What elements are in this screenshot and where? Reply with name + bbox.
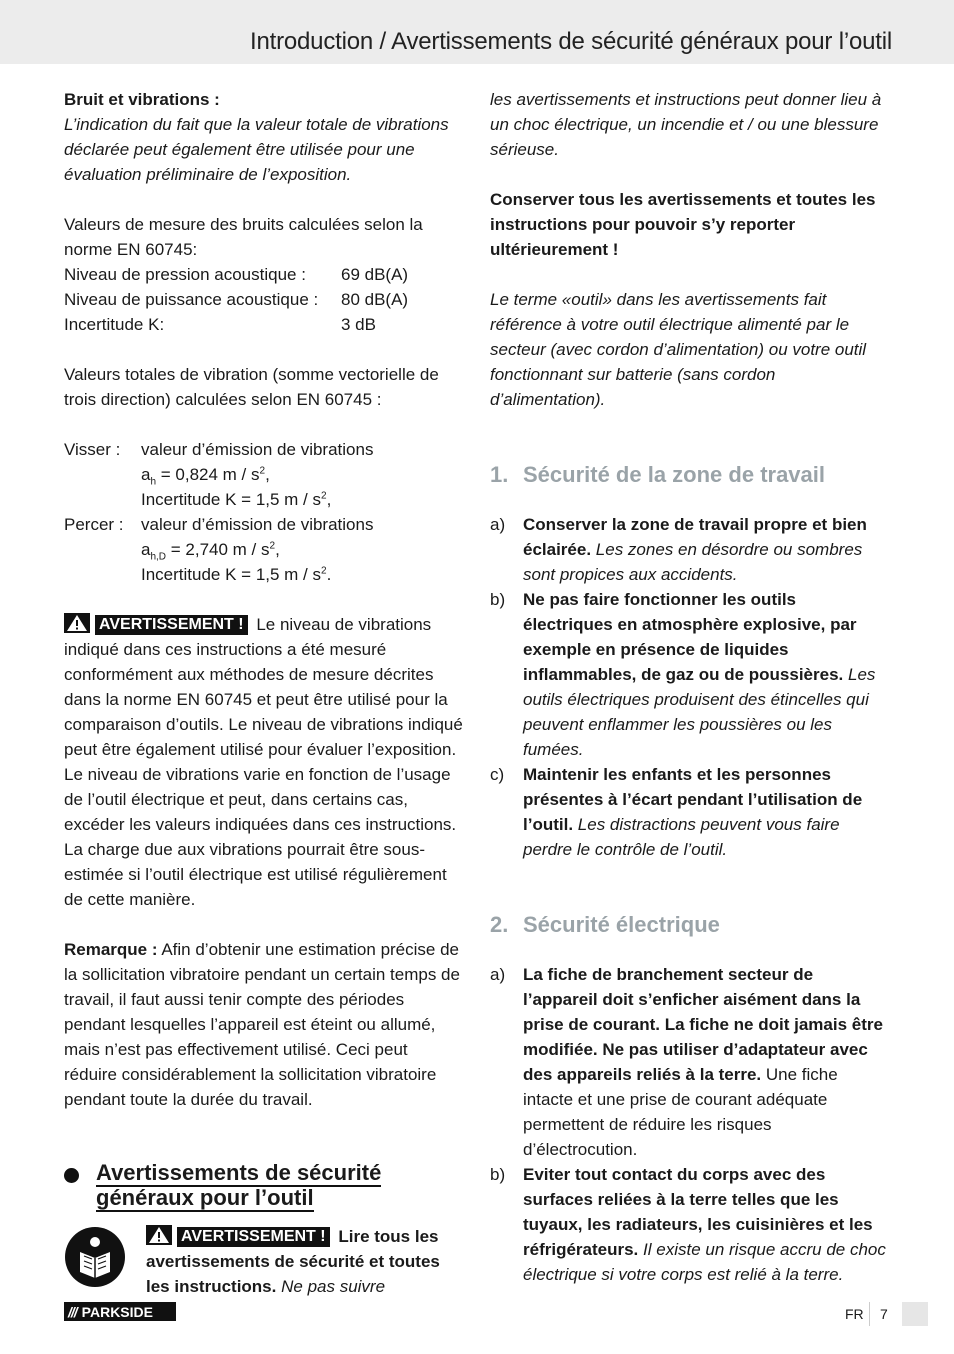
section-title-electrical: 2. Sécurité électrique bbox=[490, 912, 720, 937]
read-instructions-warning: AVERTISSEMENT ! Lire tous les avertissements de sécurité et toutes les instructions. Ne pas suivre bbox=[64, 1224, 464, 1299]
list-item: c) Maintenir les enfants et les personnes présentes à l’écart pendant l’utilisation de l’outil. Les distractions peuvent vous faire perdre le contrôle de l’outil. bbox=[490, 765, 863, 859]
list-item: b) Ne pas faire fonctionner les outils électriques en atmosphère explosive, par exemple en présence de liquides inflammables, de gaz ou de poussières. Les outils électriques produisent des étincelles qui peuvent enflammer les poussières ou les fumées. bbox=[490, 590, 876, 759]
list-item: a) La fiche de branchement secteur de l’appareil doit s’enficher aisément dans la prise de courant. La fiche ne doit jamais être modifiée. Ne pas utiliser d’adaptateur avec des appareils reliés à la terre. Une fiche intacte et une prise de courant adéquate permettent de réduire les risques d’électrocution. bbox=[490, 965, 883, 1159]
language-code: FR bbox=[845, 1306, 864, 1322]
keep-instructions: Conserver tous les avertissements et toutes les instructions pour pouvoir s’y reporter ultérieurement ! bbox=[490, 190, 876, 259]
vibration-intro: Valeurs totales de vibration (somme vectorielle de trois direction) calculées selon EN 60745 : bbox=[64, 365, 439, 409]
footer-tab bbox=[902, 1302, 928, 1326]
warning-tag: AVERTISSEMENT ! bbox=[177, 1227, 330, 1247]
term-definition: Le terme «outil» dans les avertissements fait référence à votre outil électrique alimenté par le secteur (avec cordon d’alimentation) ou votre outil fonctionnant sur batterie (sans cordon d’alimentation). bbox=[490, 290, 867, 409]
list-item: b) Eviter tout contact du corps avec des surfaces reliées à la terre telles que les tuyaux, les radiateurs, les cuisinières et les réfrigérateurs. Il existe un risque accru de choc électrique si votre corps est relié à la terre. bbox=[490, 1165, 886, 1284]
read-manual-icon bbox=[64, 1226, 126, 1288]
section-title-work-area: 1. Sécurité de la zone de travail bbox=[490, 462, 826, 487]
noise-heading: Bruit et vibrations : bbox=[64, 90, 220, 109]
list-item: a) Conserver la zone de travail propre et bien éclairée. Les zones en désordre ou sombres sont propices aux accidents. bbox=[490, 515, 867, 584]
noise-values-intro: Valeurs de mesure des bruits calculées selon la norme EN 60745: bbox=[64, 215, 423, 259]
warning-triangle-icon bbox=[146, 1225, 172, 1245]
noise-row: Niveau de pression acoustique : 69 dB(A) bbox=[64, 265, 409, 284]
noise-row: Niveau de puissance acoustique : 80 dB(A) bbox=[64, 290, 409, 309]
warning-tag: AVERTISSEMENT ! bbox=[95, 615, 248, 635]
section-heading-general-warnings: Avertissements de sécurité généraux pour l’outil bbox=[64, 1160, 464, 1210]
noise-row: Incertitude K: 3 dB bbox=[64, 315, 376, 334]
right-column bbox=[490, 87, 890, 1287]
page-header bbox=[0, 0, 954, 64]
left-column bbox=[64, 87, 464, 1299]
warning-triangle-icon bbox=[64, 613, 90, 633]
vibration-warning: AVERTISSEMENT ! Le niveau de vibrations indiqué dans ces instructions a été mesuré conformément aux méthodes de mesure décrites dans la norme EN 60745 et peut être utilisé pour la comparaison d’outils. Le niveau de vibrations indiqué peut être également utilisé pour évaluer l’exposition. Le niveau de vibrations varie en fonction de l’usage de l’outil électrique et peut, dans certains cas, excéder les valeurs indiquées dans ces instructions. La charge due aux vibrations pourrait être sous-estimée si l’outil électrique est utilisé régulièrement de cette manière. bbox=[64, 615, 463, 909]
parkside-logo: /// PARKSIDE bbox=[64, 1302, 176, 1321]
footer-divider bbox=[869, 1302, 870, 1326]
page-title: Introduction / Avertissements de sécurité généraux pour l’outil bbox=[250, 28, 892, 55]
bullet-icon bbox=[64, 1168, 79, 1183]
vibration-drill: Percer : valeur d’émission de vibrations $a_{h,D} = 2,740$ m / $s^2$, Incertitude K = 1,5 m / $s^2$. bbox=[64, 515, 374, 584]
noise-intro: L’indication du fait que la valeur totale de vibrations déclarée peut également être utilisée pour une évaluation préliminaire de l’exposition. bbox=[64, 115, 449, 184]
vibration-screw: Visser : valeur d’émission de vibrations $a_h = 0,824$ m / $s^2$, Incertitude K = 1,5 m / $s^2$, bbox=[64, 440, 374, 509]
page-number: 7 bbox=[880, 1306, 888, 1322]
warning-continuation: les avertissements et instructions peut donner lieu à un choc électrique, un incendie et / ou une blessure sérieuse. bbox=[490, 90, 882, 159]
remark: Remarque : Afin d’obtenir une estimation précise de la sollicitation vibratoire pendant un certain temps de travail, il faut aussi tenir compte des périodes pendant lesquelles l’appareil est éteint ou allumé, mais n’est pas effectivement utilisé. Ceci peut réduire considérablement la sollicitation vibratoire pendant toute la durée du travail. bbox=[64, 940, 460, 1109]
